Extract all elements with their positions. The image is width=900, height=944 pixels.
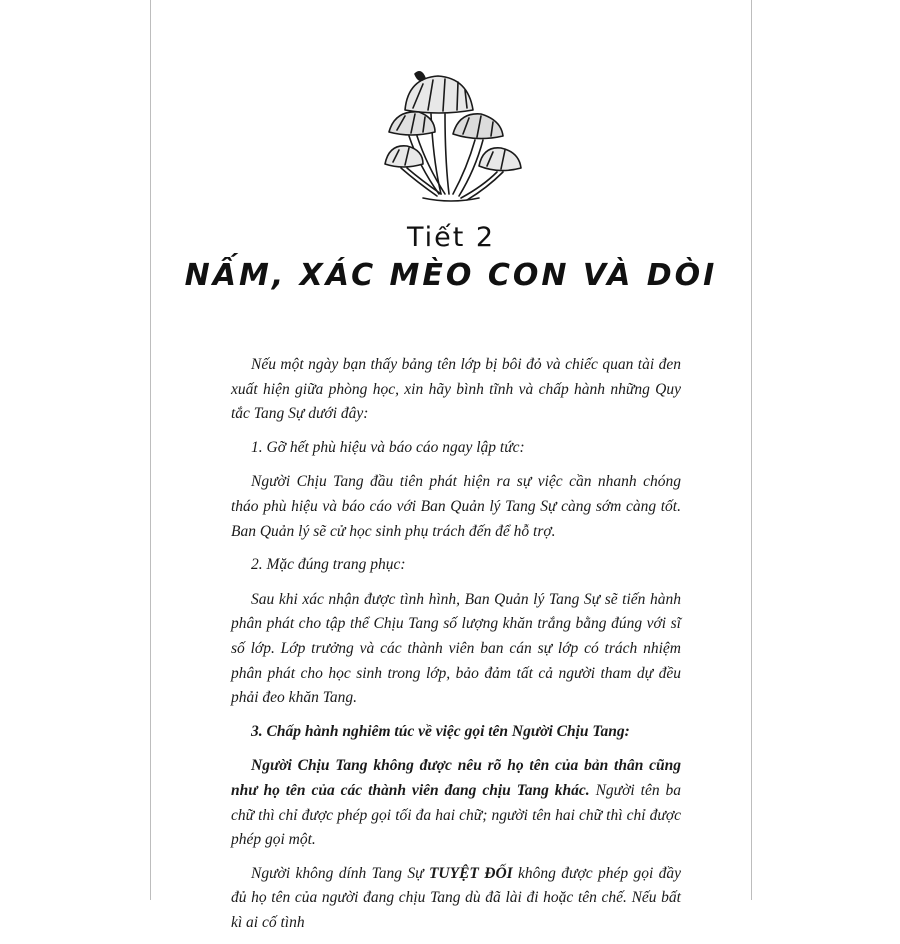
chapter-title: NẤM, XÁC MÈO CON VÀ DÒI bbox=[184, 258, 718, 293]
paragraph: Người Chịu Tang không được nêu rõ họ tên của bản thân cũng như họ tên của các thành viên đang chịu Tang khác. Người tên ba chữ thì chỉ được phép gọi tối đa hai chữ; người tên hai chữ thì chỉ được phép gọi một. bbox=[231, 757, 682, 849]
paragraph: Người Chịu Tang đầu tiên phát hiện ra sự việc cần nhanh chóng tháo phù hiệu và báo cáo với Ban Quản lý Tang Sự càng sớm càng tốt. Ban Quản lý sẽ cử học sinh phụ trách đến để hỗ trợ. bbox=[231, 473, 681, 540]
paragraph: Sau khi xác nhận được tình hình, Ban Quản lý Tang Sự sẽ tiến hành phân phát cho tập thể Chịu Tang số lượng khăn trắng bằng đúng với sĩ số lớp. Lớp trưởng và các thành viên ban cán sự lớp có trách nhiệm phân phát cho học sinh trong lớp, bảo đảm tất cả người tham dự đều phải đeo khăn Tang. bbox=[231, 590, 681, 707]
rule-heading: 2. Mặc đúng trang phục: bbox=[251, 556, 406, 574]
bold-emphasis: TUYỆT ĐỐI bbox=[428, 864, 513, 882]
chapter-label: Tiết 2 bbox=[406, 222, 496, 253]
bold-emphasis: Người Chịu Tang không được nêu rõ họ tên của bản thân cũng như họ tên của các thành viên đang chịu Tang khác. bbox=[231, 757, 681, 799]
mushroom-cluster-icon bbox=[383, 70, 523, 205]
book-page bbox=[150, 0, 752, 931]
rule-heading: 3. Chấp hành nghiêm túc về việc gọi tên Người Chịu Tang: bbox=[251, 722, 630, 740]
paragraph: Nếu một ngày bạn thấy bảng tên lớp bị bôi đỏ và chiếc quan tài đen xuất hiện giữa phòng học, xin hãy bình tĩnh và chấp hành những Quy tắc Tang Sự dưới đây: bbox=[231, 356, 681, 423]
paragraph: Người không dính Tang Sự TUYỆT ĐỐI không được phép gọi đầy đủ họ tên của người đang chịu Tang dù đã lài đi hoặc tên chế. Nếu bất kì ai cố tình bbox=[231, 864, 681, 931]
rule-heading: 1. Gỡ hết phù hiệu và báo cáo ngay lập tức: bbox=[251, 438, 525, 456]
chapter-body bbox=[231, 353, 681, 944]
